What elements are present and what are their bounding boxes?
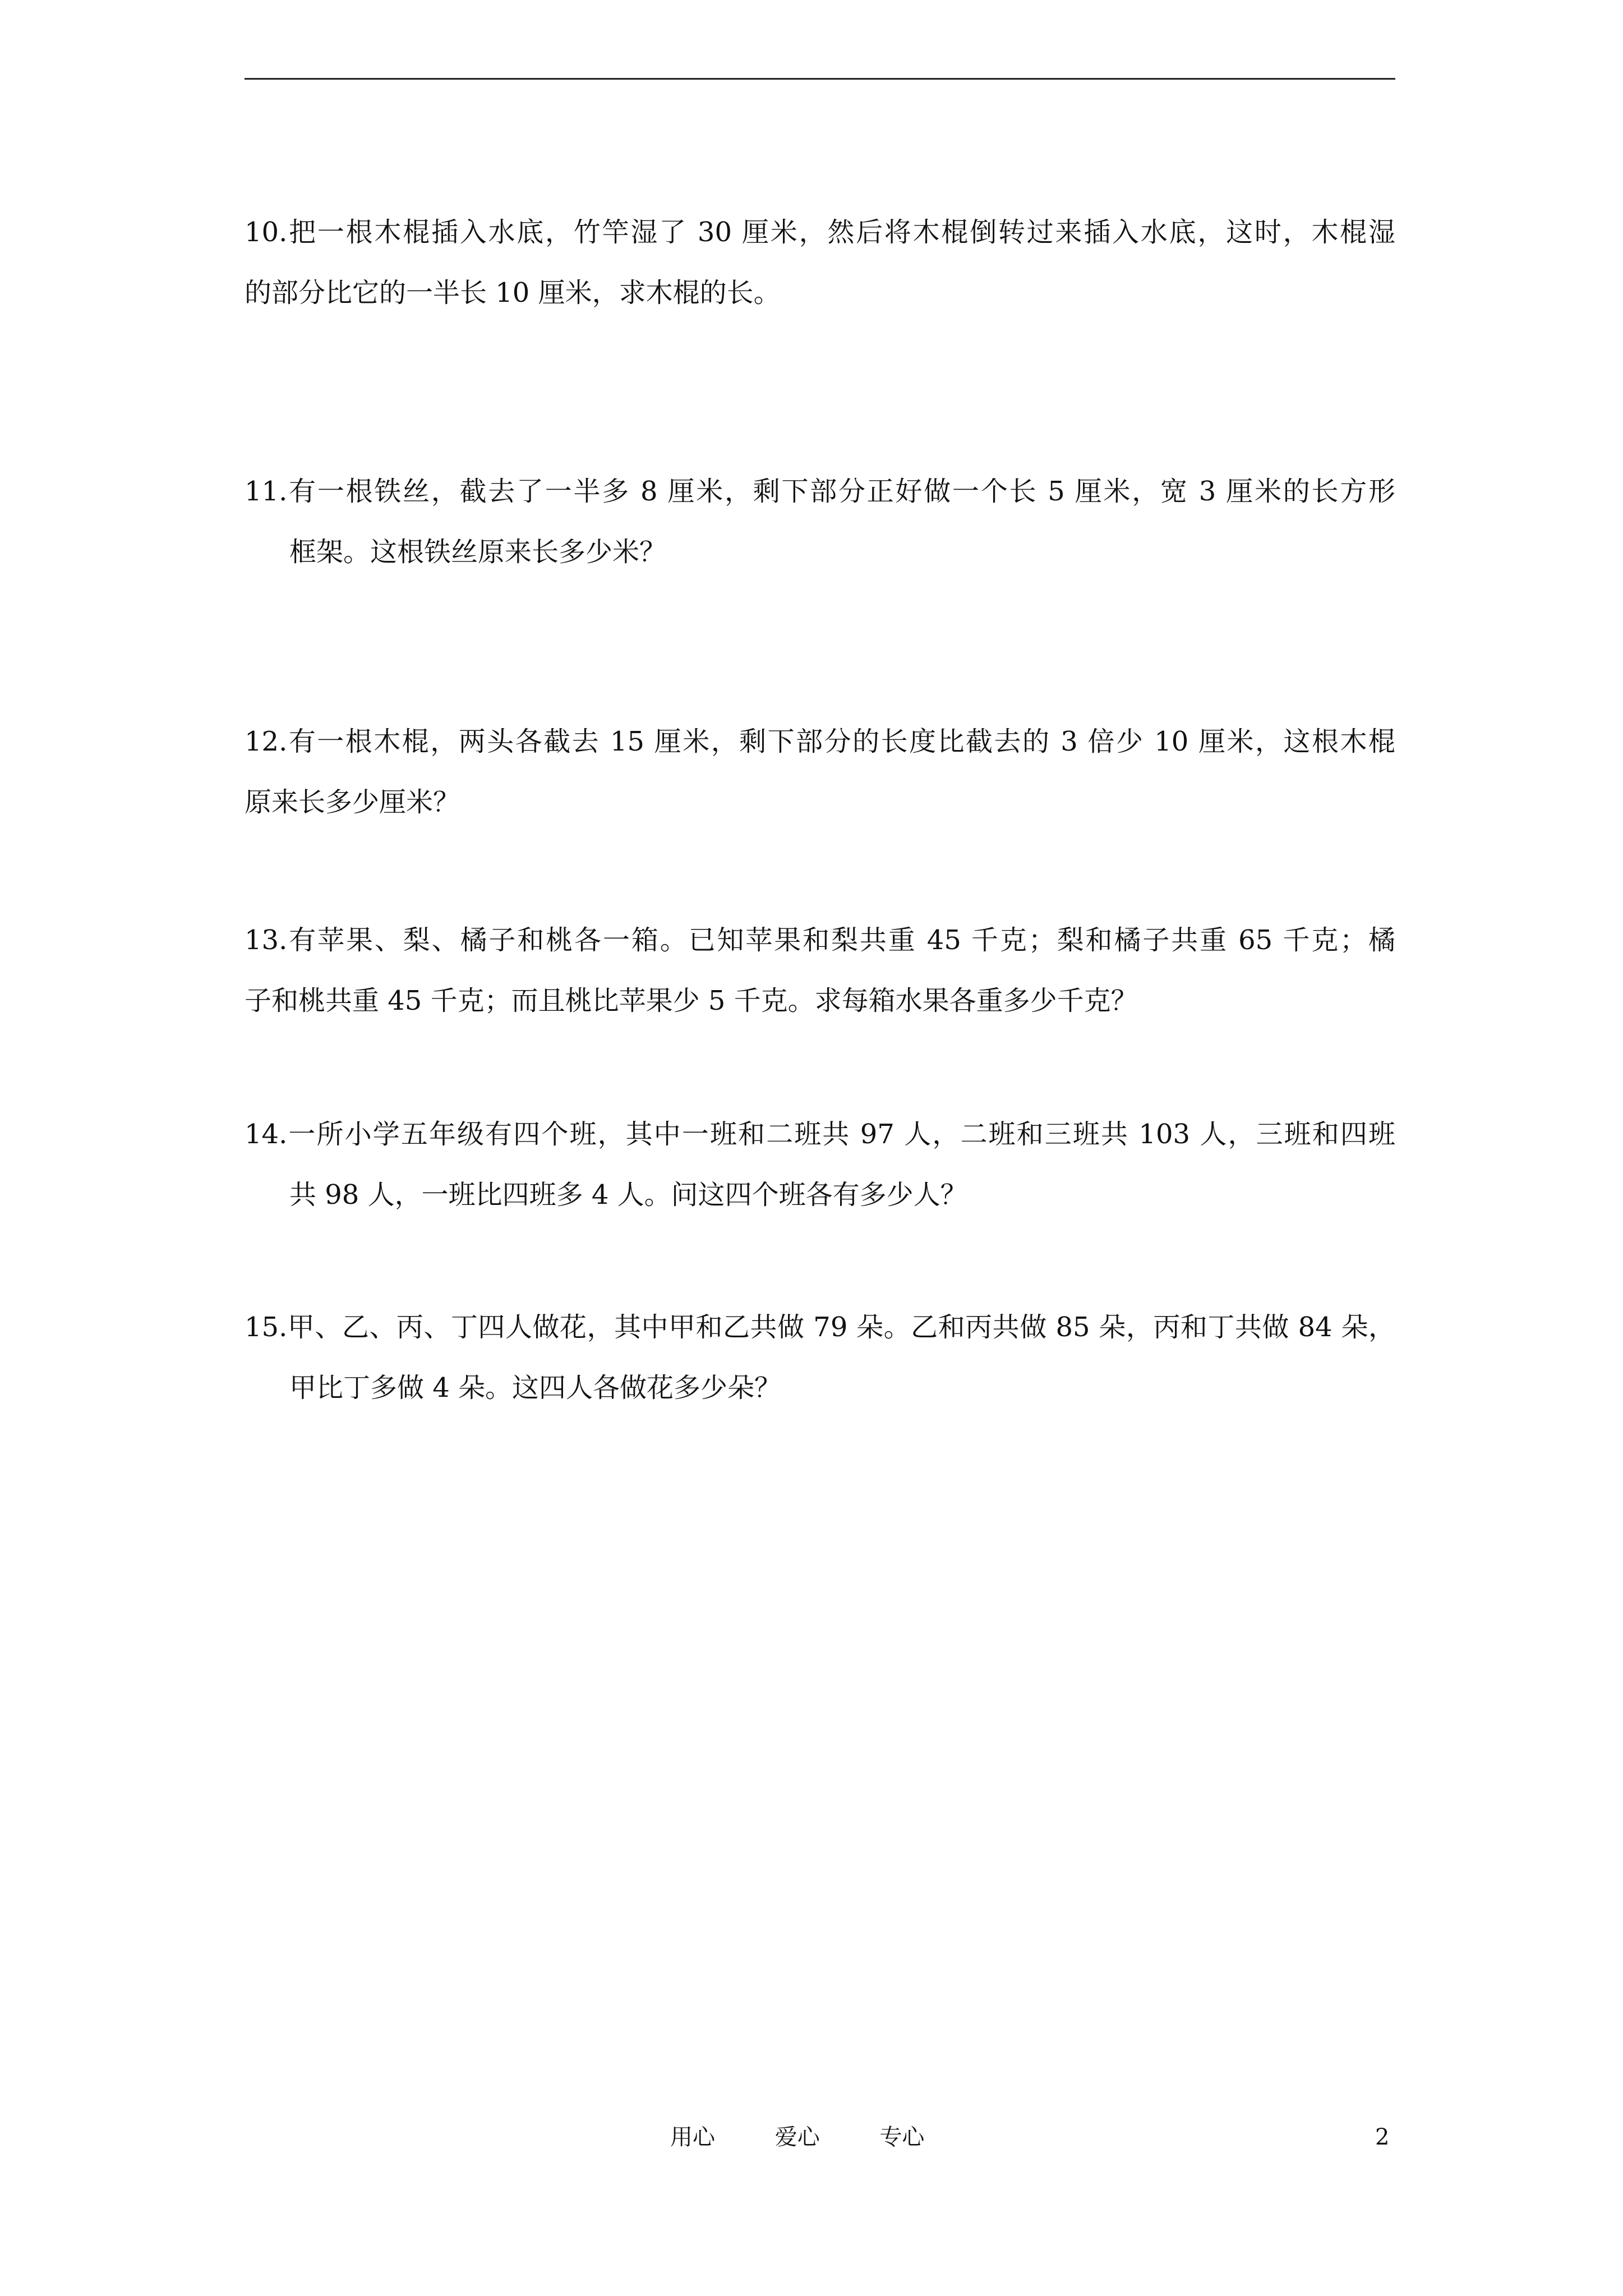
problem-13-line-2: 子和桃共重 45 千克；而且桃比苹果少 5 千克。求每箱水果各重多少千克？: [245, 985, 1138, 1016]
footer-motto-1: 用心: [670, 2124, 715, 2150]
problem-15-line-1: 15.甲、乙、丙、丁四人做花，其中甲和乙共做 79 朵。乙和丙共做 85 朵，丙和丁共做 84 朵，: [245, 1312, 1395, 1343]
problem-11-line-1: 11.有一根铁丝，截去了一半多 8 厘米，剩下部分正好做一个长 5 厘米，宽 3 厘米的长方形: [245, 476, 1395, 507]
page-number: 2: [1375, 2124, 1390, 2150]
problem-11: [245, 461, 1395, 582]
problem-14: [245, 1104, 1395, 1225]
footer-motto-2: 爱心: [774, 2124, 820, 2150]
problem-10: [245, 202, 1395, 323]
problem-14-line-2: 共 98 人，一班比四班多 4 人。问这四个班各有多少人？: [289, 1179, 967, 1211]
footer-motto-3: 专心: [879, 2124, 925, 2150]
problem-12: [245, 711, 1395, 832]
problem-12-line-2: 原来长多少厘米？: [245, 786, 460, 818]
problem-11-line-2: 框架。这根铁丝原来长多少米？: [289, 536, 667, 568]
page-footer: [0, 2120, 1623, 2154]
problem-15: [245, 1297, 1395, 1418]
footer-motto: [670, 2120, 977, 2154]
problem-14-line-1: 14.一所小学五年级有四个班，其中一班和二班共 97 人，二班和三班共 103 人，三班和四班: [245, 1119, 1395, 1150]
problem-13-line-1: 13.有苹果、梨、橘子和桃各一箱。已知苹果和梨共重 45 千克；梨和橘子共重 65 千克；橘: [245, 924, 1395, 956]
problem-13: [245, 910, 1395, 1031]
problem-10-line-1: 10.把一根木棍插入水底，竹竿湿了 30 厘米，然后将木棍倒转过来插入水底，这时，木棍湿: [245, 217, 1395, 248]
header-rule: [245, 78, 1395, 80]
problem-15-line-2: 甲比丁多做 4 朵。这四人各做花多少朵？: [289, 1372, 782, 1404]
problem-10-line-2: 的部分比它的一半长 10 厘米，求木棍的长。: [245, 277, 781, 309]
problem-12-line-1: 12.有一根木棍，两头各截去 15 厘米，剩下部分的长度比截去的 3 倍少 10 厘米，这根木棍: [245, 726, 1395, 757]
